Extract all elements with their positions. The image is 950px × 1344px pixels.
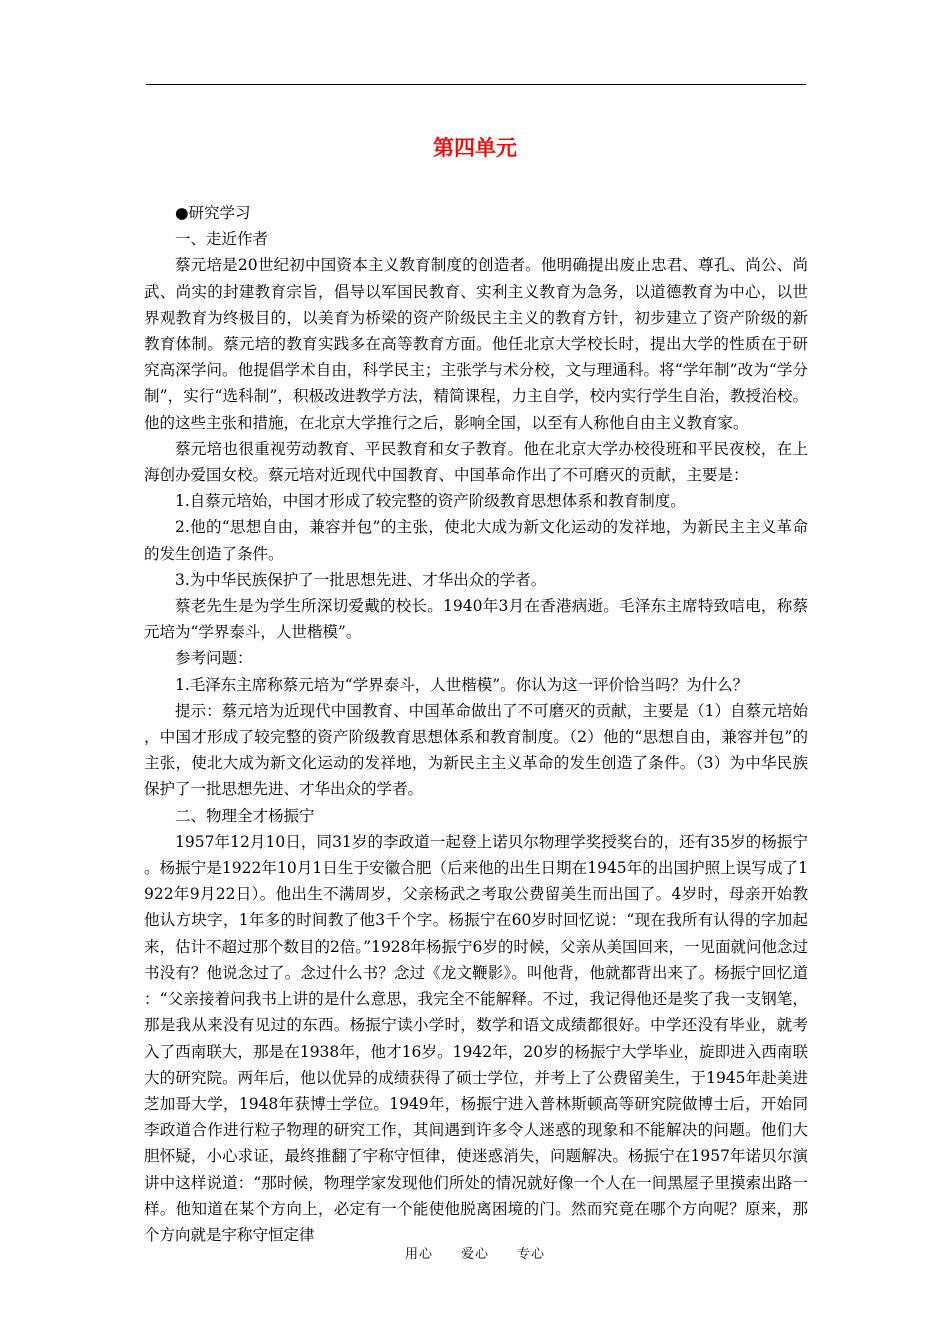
paragraph: 提示：蔡元培为近现代中国教育、中国革命做出了不可磨灭的贡献，主要是（1）自蔡元培始，中国才形成了较完整的资产阶级教育思想体系和教育制度。（2）他的“思想自由，兼容并包”的主张，使北大成为新文化运动的发祥地，为新民主主义革命的发生创造了条件。（3）为中华民族保护了一批思想先进、才华出众的学者。: [144, 701, 808, 799]
page-title: 第四单元: [433, 135, 517, 160]
part1-heading: 一、走近作者: [175, 230, 269, 249]
page-footer: 用心 爱心 专心: [404, 1247, 545, 1262]
paragraph: 蔡元培是20世纪初中国资本主义教育制度的创造者。他明确提出废止忠君、尊孔、尚公、尚武、尚实的封建教育宗旨，倡导以军国民教育、实利主义教育为急务，以道德教育为中心，以世界观教育为终极目的，以美育为桥梁的资产阶级民主主义的教育方针，初步建立了资产阶级的新教育体制。蔡元培的教育实践多在高等教育方面。他任北京大学校长时，提出大学的性质在于研究高深学问。他提倡学术自由，科学民主；主张学与术分校，文与理通科。将“学年制”改为“学分制”，实行“选科制”，积极改进教学方法，精简课程，力主自学，校内实行学生自治，教授治校。他的这些主张和措施，在北京大学推行之后，影响全国，以至有人称他自由主义教育家。: [144, 256, 808, 432]
paragraph: 1.自蔡元培始，中国才形成了较完整的资产阶级教育思想体系和教育制度。: [175, 492, 686, 511]
document-body: [144, 200, 808, 1248]
paragraph: 1.毛泽东主席称蔡元培为“学界泰斗，人世楷模”。你认为这一评价恰当吗？为什么？: [175, 675, 749, 694]
paragraph: 2.他的“思想自由，兼容并包”的主张，使北大成为新文化运动的发祥地，为新民主主义革命的发生创造了条件。: [144, 518, 808, 563]
part2-heading: 二、物理全才杨振宁: [175, 806, 315, 825]
section-heading: ●研究学习: [175, 204, 251, 222]
paragraph: 蔡元培也很重视劳动教育、平民教育和女子教育。他在北京大学办校役班和平民夜校，在上海创办爱国女校。蔡元培对近现代中国教育、中国革命作出了不可磨灭的贡献，主要是：: [144, 439, 808, 485]
paragraph: 蔡老先生是为学生所深切爱戴的校长。1940年3月在香港病逝。毛泽东主席特致唁电，称蔡元培为“学界泰斗，人世楷模”。: [144, 597, 808, 642]
header-rule: [146, 84, 806, 85]
paragraph: 3.为中华民族保护了一批思想先进、才华出众的学者。: [175, 570, 547, 589]
paragraph: 1957年12月10日，同31岁的李政道一起登上诺贝尔物理学奖授奖台的，还有35岁的杨振宁。杨振宁是1922年10月1日生于安徽合肥（后来他的出生日期在1945年的出国护照上误写成了1922年9月22日）。他出生不满周岁，父亲杨武之考取公费留美生而出国了。4岁时，母亲开始教他认方块字，1年多的时间教了他3千个字。杨振宁在60岁时回忆说：“现在我所有认得的字加起来，估计不超过那个数目的2倍。”1928年杨振宁6岁的时候，父亲从美国回来，一见面就问他念过书没有？他说念过了。念过什么书？念过《龙文鞭影》。叫他背，他就都背出来了。杨振宁回忆道：“父亲接着问我书上讲的是什么意思，我完全不能解释。不过，我记得他还是奖了我一支钢笔，那是我从来没有见过的东西。杨振宁读小学时，数学和语文成绩都很好。中学还没有毕业，就考入了西南联大，那是在1938年，他才16岁。1942年，20岁的杨振宁大学毕业，旋即进入西南联大的研究院。两年后，他以优异的成绩获得了硕士学位，并考上了公费留美生，于1945年赴美进芝加哥大学，1948年获博士学位。1949年，杨振宁进入普林斯顿高等研究院做博士后，开始同李政道合作进行粒子物理的研究工作，其间遇到许多令人迷惑的现象和不能解决的问题。他们大胆怀疑，小心求证，最终推翻了宇称守恒律，使迷惑消失，问题解决。杨振宁在1957年诺贝尔演讲中这样说道：“那时候，物理学家发现他们所处的情况就好像一个人在一间黑屋子里摸索出路一样。他知道在某个方向上，必定有一个能使他脱离困境的门。然而究竟在哪个方向呢？原来，那个方向就是宇称守恒定律: [144, 832, 808, 1244]
paragraph: 参考问题：: [175, 649, 253, 668]
